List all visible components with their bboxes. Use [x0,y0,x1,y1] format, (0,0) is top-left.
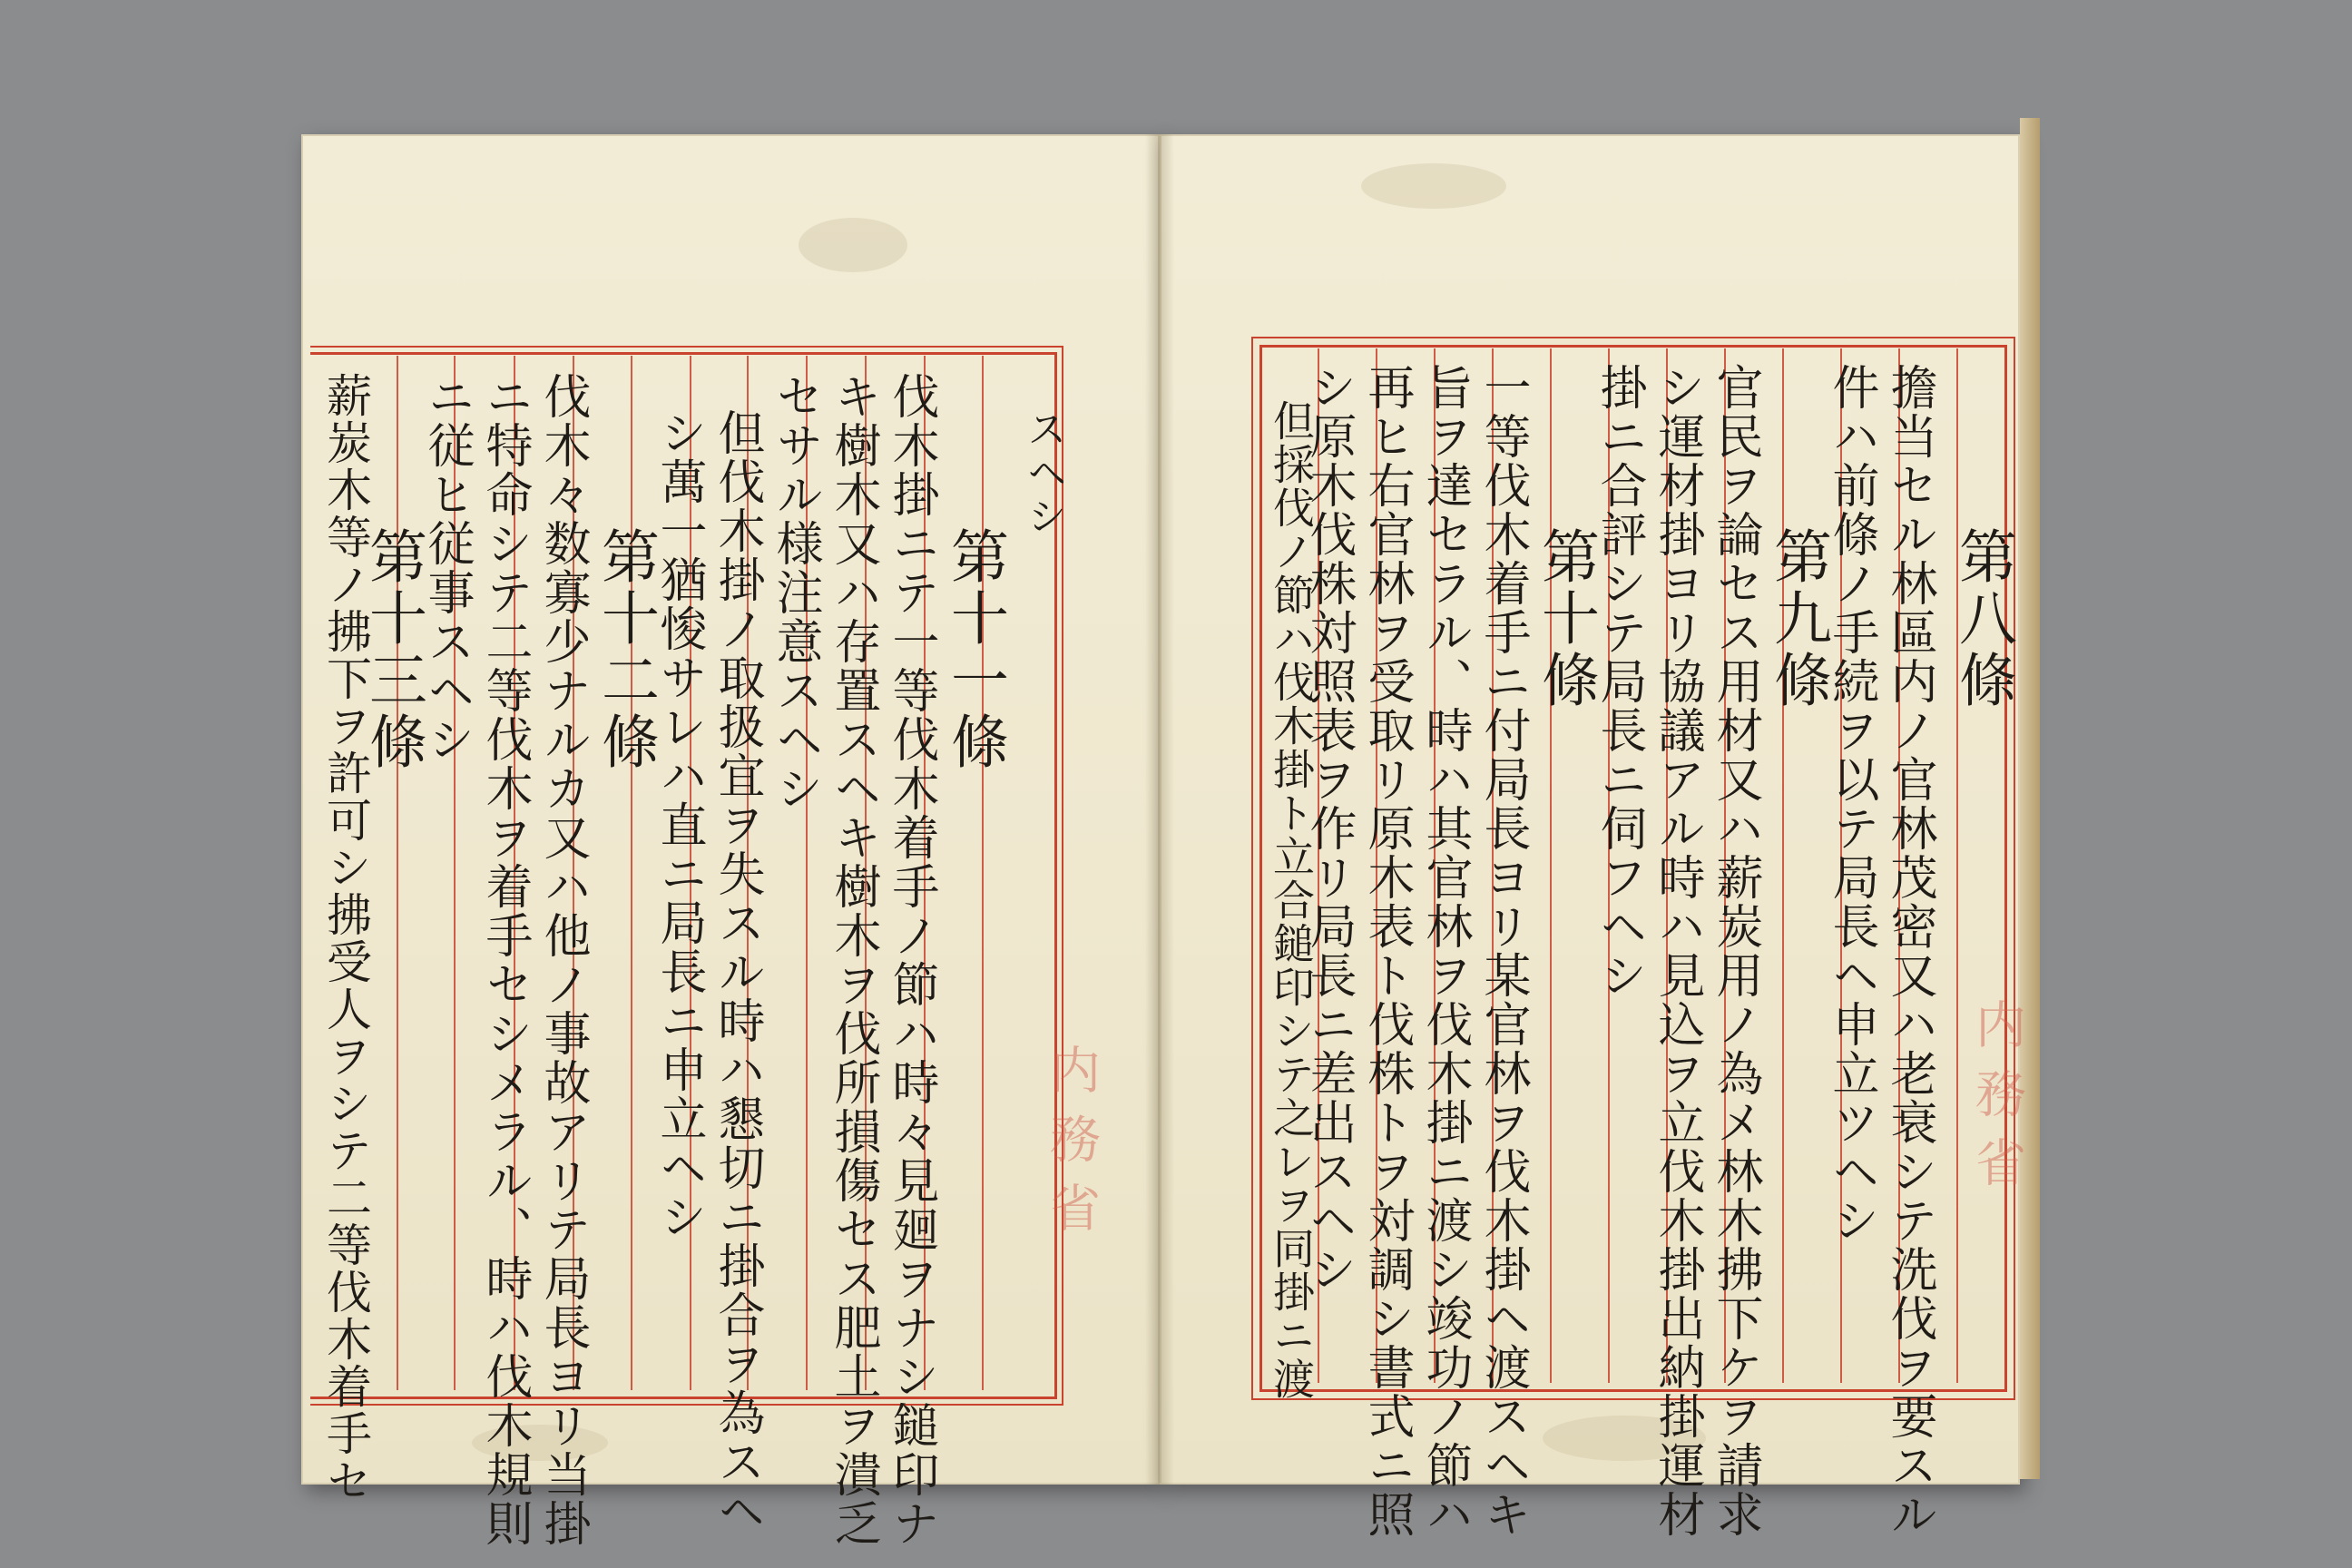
text-column: 一等伐木着手ニ付局長ヨリ某官林ヲ伐木掛ヘ渡スヘキ [1475,363,1530,1539]
text-column: 旨ヲ達セラル、時ハ其官林ヲ伐木掛ニ渡シ竣功ノ節ハ [1417,363,1472,1539]
text-column: キ樹木又ハ存置スヘキ樹木ヲ伐所損傷セス肥土ヲ潰乏 [826,372,880,1548]
article-heading: 第九條 [1764,526,1831,711]
text-column: 掛ニ合評シテ局長ニ伺フヘシ [1592,363,1646,1000]
text-column: 件ハ前條ノ手続ヲ以テ局長ヘ申立ツヘシ [1824,363,1878,1245]
column-rule [1956,348,1958,1383]
page-edge [2020,118,2040,1479]
text-column: 薪炭木等ノ拂下ヲ許可シ拂受人ヲシテ二等伐木着手セ [319,372,372,1504]
text-column: 但伐木掛ノ取扱宜ヲ失スル時ハ懇切ニ掛合ヲ為スヘ [710,408,764,1535]
text-column: シ原木伐株対照表ヲ作リ局長ニ差出スヘシ [1301,363,1356,1294]
article-heading: 第八條 [1949,526,2016,711]
column-rule [631,356,632,1390]
text-column: スヘシ [1020,408,1066,539]
text-column: ニ従ヒ従事スヘシ [419,372,474,764]
text-column: 擔当セル林區内ノ官林茂密又ハ老衰シテ洗伐ヲ要スル [1882,363,1936,1539]
text-column: 官民ヲ論セス用材又ハ薪炭用ノ為メ林木拂下ケヲ請求 [1708,363,1762,1539]
article-heading: 第十二條 [592,526,659,773]
text-column: 再ヒ右官林ヲ受取リ原木表ト伐株トヲ対調シ書式ニ照 [1359,363,1414,1539]
text-column: シ運材掛ヨリ協議アル時ハ見込ヲ立伐木掛出納掛運材 [1650,363,1704,1539]
column-rule [397,356,398,1390]
book-spine [1145,134,1174,1485]
article-heading: 第十一條 [941,526,1008,773]
paper-stain [799,218,907,272]
article-heading: 第十三條 [359,526,426,773]
text-column: 但採伐ノ節ハ伐木掛ト立合鎚印シテ之レヲ同掛ニ渡 [1267,399,1316,1401]
column-rule [1782,348,1784,1383]
text-column: 伐木々数寡少ナルカ又ハ他ノ事故アリテ局長ヨリ当掛 [535,372,590,1548]
text-column: ニ特命シテ二等伐木ヲ着手セシメラル、時ハ伐木規則 [477,372,532,1548]
paper-stain [1361,163,1506,209]
seal-stamp: 内務省 [1967,998,2026,1205]
article-heading: 第十條 [1532,526,1599,711]
text-column: シ萬一猶悛サレハ直ニ局長ニ申立ヘシ [652,408,706,1241]
text-column: セサル様注意スヘシ [768,372,822,813]
text-column: 伐木掛ニテ一等伐木着手ノ節ハ時々見廻ヲナシ鎚印ナ [884,372,938,1548]
column-rule [982,356,984,1390]
column-rule [1550,348,1552,1383]
seal-stamp: 内務省 [1042,1044,1101,1250]
